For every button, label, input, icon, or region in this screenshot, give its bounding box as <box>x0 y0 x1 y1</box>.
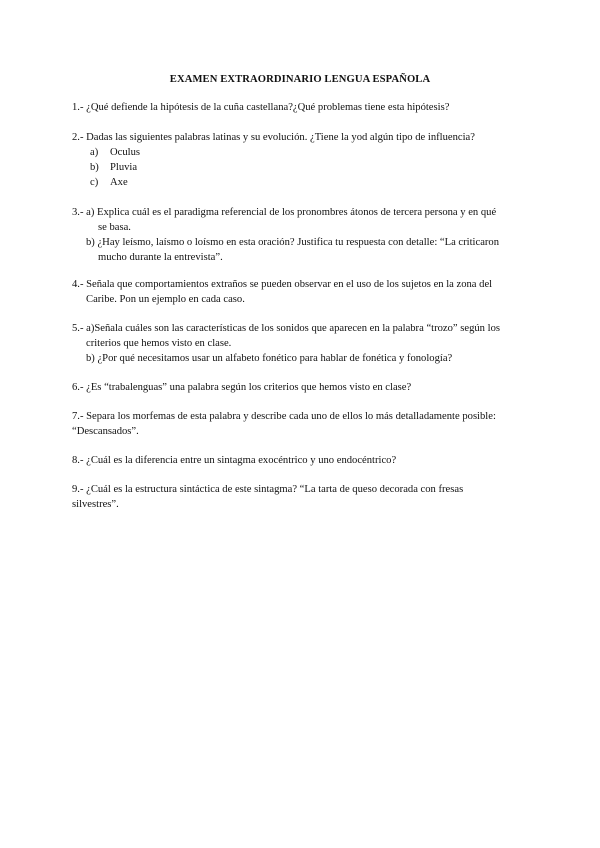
list-item: c) Axe <box>90 177 128 188</box>
question-3a-line-2: se basa. <box>98 222 131 233</box>
question-5a-line-1: 5.- a)Señala cuáles son las características de los sonidos que aparecen en la palabra “trozo” según los <box>72 323 500 334</box>
question-5a-line-2: criterios que hemos visto en clase. <box>86 338 232 349</box>
question-1-text: 1.- ¿Qué defiende la hipótesis de la cuña castellana?¿Qué problemas tiene esta hipótesis? <box>72 102 450 113</box>
list-item: b) Pluvia <box>90 162 138 173</box>
question-3 <box>72 205 532 265</box>
question-3b-line-1: b) ¿Hay leísmo, laísmo o loísmo en esta oración? Justifica tu respuesta con detalle: “La criticaron <box>86 237 500 248</box>
question-9 <box>72 482 532 512</box>
question-5 <box>72 321 532 366</box>
question-2-text: 2.- Dadas las siguientes palabras latinas y su evolución. ¿Tiene la yod algún tipo de influencia? <box>72 132 475 143</box>
question-5b-line-1: b) ¿Por qué necesitamos usar un alfabeto fonético para hablar de fonética y fonología? <box>86 353 453 364</box>
question-4-line-1: 4.- Señala que comportamientos extraños se pueden observar en el uso de los sujetos en la zona del <box>72 279 493 290</box>
question-8 <box>72 453 532 468</box>
question-3a-line-1: 3.- a) Explica cuál es el paradigma referencial de los pronombres átonos de tercera persona y en qué <box>72 207 497 218</box>
question-9-line-1: 9.- ¿Cuál es la estructura sintáctica de este sintagma? “La tarta de queso decorada con fresas <box>72 484 464 495</box>
list-item: a) Oculus <box>90 147 141 158</box>
question-3b-line-2: mucho durante la entrevista”. <box>98 252 223 263</box>
question-6-text: 6.- ¿Es “trabalenguas” una palabra según los criterios que hemos visto en clase? <box>72 382 412 393</box>
question-8-text: 8.- ¿Cuál es la diferencia entre un sintagma exocéntrico y uno endocéntrico? <box>72 455 397 466</box>
question-9-line-2: silvestres”. <box>72 499 119 510</box>
question-6 <box>72 380 532 395</box>
question-2-word-list <box>72 145 532 190</box>
question-7-line-2: “Descansados”. <box>72 426 139 437</box>
question-4-line-2: Caribe. Pon un ejemplo en cada caso. <box>86 294 245 305</box>
page-title: EXAMEN EXTRAORDINARIO LENGUA ESPAÑOLA <box>169 74 431 85</box>
question-2 <box>72 130 532 190</box>
question-1 <box>72 100 532 115</box>
question-7 <box>72 409 532 439</box>
question-4 <box>72 277 532 307</box>
question-7-line-1: 7.- Separa los morfemas de esta palabra y describe cada uno de ellos lo más detalladamente posible: <box>72 411 496 422</box>
